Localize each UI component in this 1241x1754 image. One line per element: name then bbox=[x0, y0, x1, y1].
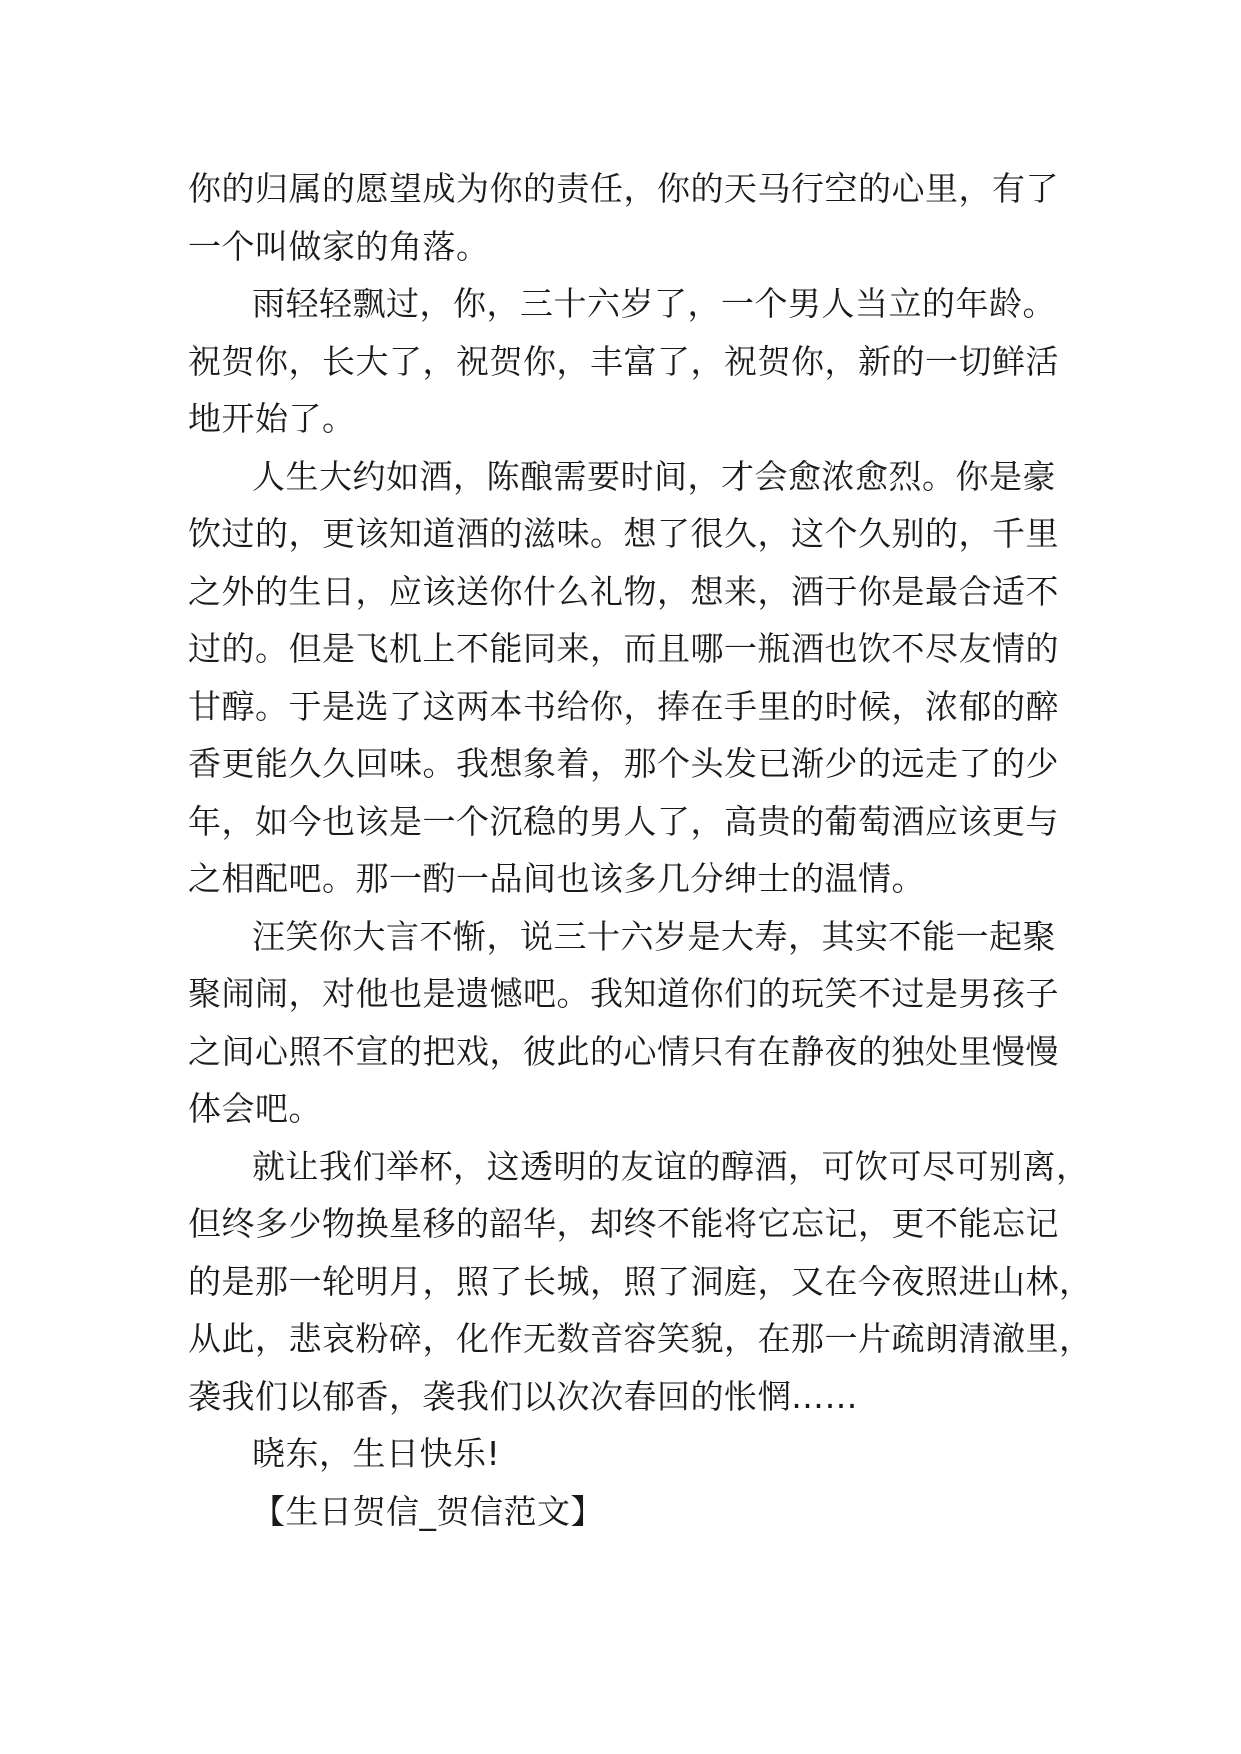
paragraph-3 bbox=[188, 448, 1068, 908]
text-line: 祝贺你，长大了，祝贺你，丰富了，祝贺你，新的一切鲜活 bbox=[188, 341, 1059, 381]
paragraph-4 bbox=[188, 908, 1068, 1138]
text-line: 你的归属的愿望成为你的责任，你的天马行空的心里，有了 bbox=[188, 169, 1059, 208]
document-body bbox=[188, 160, 1093, 1540]
paragraph-1 bbox=[188, 160, 1068, 275]
text-line: 过的。但是飞机上不能同来，而且哪一瓶酒也饮不尽友情的 bbox=[188, 629, 1059, 668]
text-line: 晓东，生日快乐! bbox=[252, 1434, 501, 1473]
closing-greeting bbox=[188, 1425, 1068, 1483]
paragraph-5 bbox=[188, 1138, 1093, 1426]
text-line: 【生日贺信_贺信范文】 bbox=[252, 1491, 604, 1531]
text-line: 之外的生日，应该送你什么礼物，想来，酒于你是最合适不 bbox=[188, 571, 1059, 611]
text-line: 雨轻轻飘过，你，三十六岁了，一个男人当立的年龄。 bbox=[252, 284, 1056, 323]
text-line: 之相配吧。那一酌一品间也该多几分绅士的温情。 bbox=[188, 859, 925, 898]
text-line: 汪笑你大言不惭，说三十六岁是大寿，其实不能一起聚 bbox=[252, 916, 1056, 956]
text-line: 香更能久久回味。我想象着，那个头发已渐少的远走了的少 bbox=[188, 744, 1059, 783]
text-line: 体会吧。 bbox=[188, 1089, 322, 1128]
text-line: 聚闹闹，对他也是遗憾吧。我知道你们的玩笑不过是男孩子 bbox=[188, 974, 1059, 1013]
text-line: 一个叫做家的角落。 bbox=[188, 226, 490, 266]
text-line: 甘醇。于是选了这两本书给你，捧在手里的时候，浓郁的醉 bbox=[188, 686, 1059, 726]
text-line: 年，如今也该是一个沉稳的男人了，高贵的葡萄酒应该更与 bbox=[188, 801, 1059, 841]
text-line: 之间心照不宣的把戏，彼此的心情只有在静夜的独处里慢慢 bbox=[188, 1031, 1059, 1071]
text-line: 从此，悲哀粉碎，化作无数音容笑貌，在那一片疏朗清澈里， bbox=[188, 1319, 1093, 1358]
text-line: 地开始了。 bbox=[188, 399, 356, 438]
text-line: 的是那一轮明月，照了长城，照了洞庭，又在今夜照进山林， bbox=[188, 1261, 1093, 1301]
paragraph-2 bbox=[188, 275, 1068, 448]
text-line: 但终多少物换星移的韶华，却终不能将它忘记，更不能忘记 bbox=[188, 1204, 1059, 1243]
text-line: 就让我们举杯，这透明的友谊的醇酒，可饮可尽可别离， bbox=[252, 1146, 1090, 1186]
document-footer-title bbox=[188, 1483, 1068, 1541]
text-line: 袭我们以郁香，袭我们以次次春回的怅惘…… bbox=[188, 1376, 858, 1416]
text-line: 人生大约如酒，陈酿需要时间，才会愈浓愈烈。你是豪 bbox=[252, 456, 1056, 496]
text-line: 饮过的，更该知道酒的滋味。想了很久，这个久别的，千里 bbox=[188, 514, 1059, 553]
